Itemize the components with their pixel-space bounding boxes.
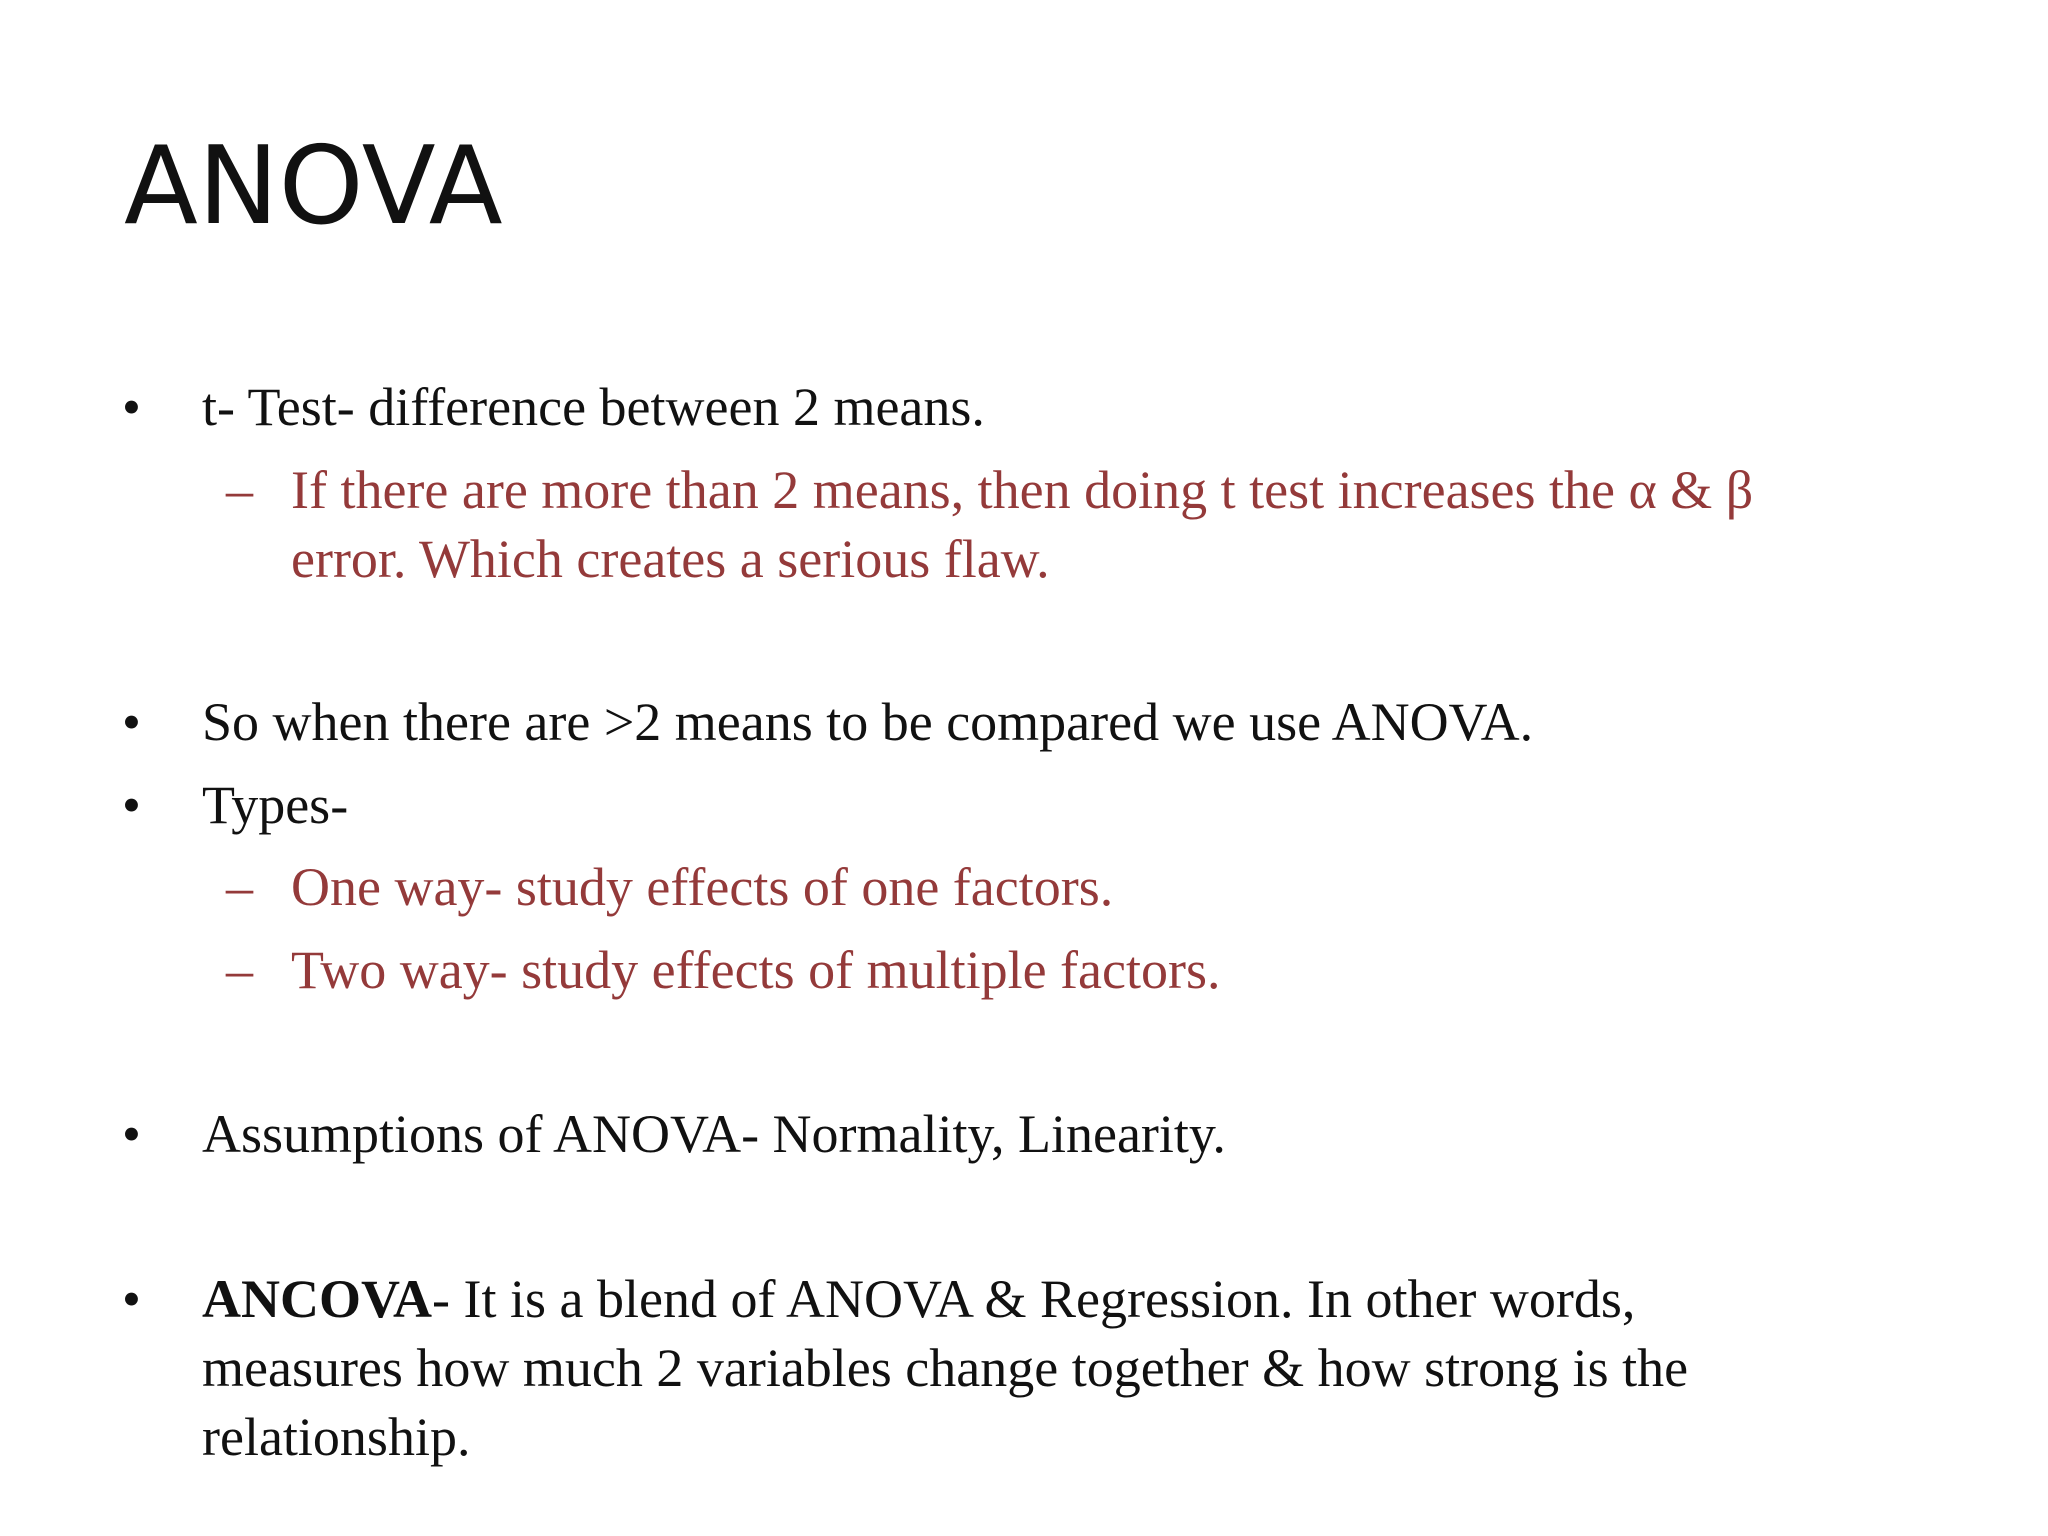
bullet-ttest: t- Test- difference between 2 means. <box>202 377 985 437</box>
sub-ttest-line1: If there are more than 2 means, then doing t test increases the α & β <box>291 460 1754 520</box>
bullet-ancova-line3: relationship. <box>202 1407 471 1467</box>
sub-one-way: One way- study effects of one factors. <box>291 857 1114 917</box>
bullet-assumptions: Assumptions of ANOVA- Normality, Linearity. <box>202 1104 1226 1164</box>
ancova-definition: - It is a blend of ANOVA & Regression. In other words, <box>432 1269 1636 1329</box>
bullet-types: Types- <box>202 775 349 835</box>
ancova-term: ANCOVA <box>202 1269 433 1329</box>
dash-marker: – <box>226 460 253 520</box>
slide-title: ANOVA <box>124 124 503 249</box>
bullet-ancova-line1 <box>202 1265 1635 1334</box>
bullet-marker: • <box>122 377 141 437</box>
bullet-when-anova: So when there are >2 means to be compared we use ANOVA. <box>202 692 1534 752</box>
dash-marker: – <box>226 857 253 917</box>
dash-marker: – <box>226 940 253 1000</box>
bullet-marker: • <box>122 775 141 835</box>
sub-two-way: Two way- study effects of multiple factors. <box>291 940 1221 1000</box>
bullet-marker: • <box>122 692 141 752</box>
bullet-ancova-line2: measures how much 2 variables change together & how strong is the <box>202 1338 1689 1398</box>
bullet-marker: • <box>122 1104 141 1164</box>
bullet-marker: • <box>122 1269 141 1329</box>
sub-ttest-line2: error. Which creates a serious flaw. <box>291 529 1050 589</box>
